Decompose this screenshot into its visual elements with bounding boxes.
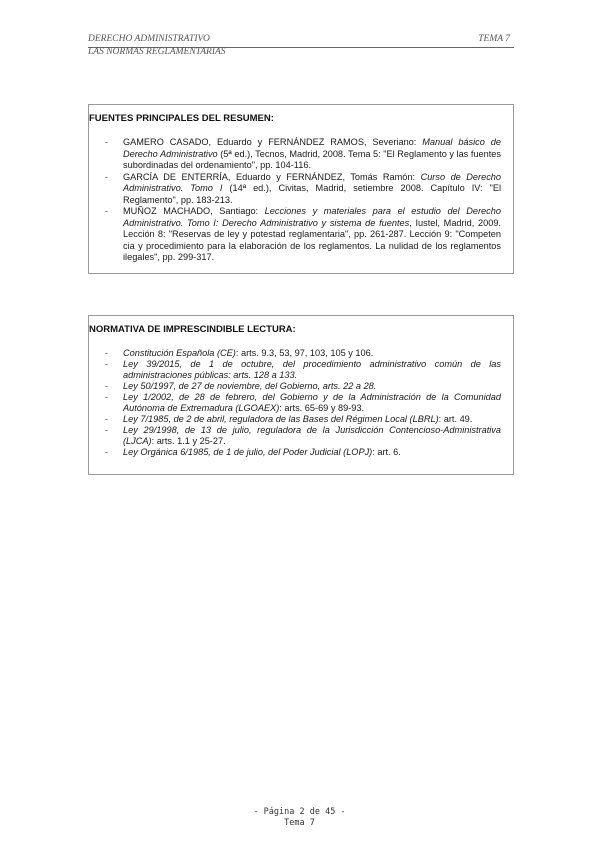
normativa-list bbox=[105, 348, 501, 458]
header-topic: TEMA 7 bbox=[478, 34, 510, 44]
footer-topic: Tema 7 bbox=[284, 818, 315, 828]
normativa-box bbox=[88, 315, 514, 475]
list-item: - GARCÍA DE ENTERRÍA, Eduardo y FERNÁNDEZ, Tomás Ramón: Curso de Derecho Administrativo. Tomo I (14ª ed.), Civitas, Madrid, setiembre 2008. Capítulo IV: "El Reglamento", pp. 183-213. bbox=[105, 171, 502, 205]
sources-list bbox=[105, 137, 501, 264]
sources-title: FUENTES PRINCIPALES DEL RESUMEN: bbox=[89, 113, 274, 124]
list-dash: - bbox=[105, 137, 109, 147]
list-item: - MUÑOZ MACHADO, Santiago: Lecciones y materiales para el estudio del Derecho Administrativo. Tomo I: Derecho Administrativo y sistema de fuentes, Iustel, Madrid, 2009. Lección 8: "Reservas de ley y potestad reglamentaria", pp. 261-287. Lección 9: "Competen cia y procedimiento para la elaboración de los reglamentos. La nulidad de los reglamentos ilegales", pp. 299-317. bbox=[105, 206, 501, 262]
list-item: - GAMERO CASADO, Eduardo y FERNÁNDEZ RAMOS, Severiano: Manual básico de Derecho Administrativo (5ª ed.), Tecnos, Madrid, 2008. Tema 5: "El Reglamento y las fuentes subordinadas del ordenamiento", pp. 104-116. bbox=[105, 137, 502, 170]
list-item: - Ley 1/2002, de 28 de febrero, del Gobierno y de la Administración de la Comunidad Autónoma de Extremadura (LGOAEX): arts. 65-69 y 89-93. bbox=[105, 392, 501, 413]
normativa-title: NORMATIVA DE IMPRESCINDIBLE LECTURA: bbox=[89, 324, 296, 335]
list-dash: - bbox=[105, 206, 109, 216]
list-item: - Ley 29/1998, de 13 de julio, reguladora de la Jurisdicción Contencioso-Administrativa (LJCA): arts. 1.1 y 25-27. bbox=[105, 425, 501, 446]
list-item: - Ley Orgánica 6/1985, de 1 de julio, del Poder Judicial (LOPJ): art. 6. bbox=[105, 447, 401, 457]
header-subtitle: LAS NORMAS REGLAMENTARIAS bbox=[88, 47, 226, 57]
list-item: - Ley 7/1985, de 2 de abril, reguladora de las Bases del Régimen Local (LBRL): art. 49. bbox=[105, 414, 473, 424]
page-header bbox=[88, 34, 514, 48]
list-item: - Ley 39/2015, de 1 de octubre, del procedimiento administrativo común de las administraciones públicas: arts. 128 a 133. bbox=[105, 359, 501, 380]
list-dash: - bbox=[105, 171, 109, 182]
page-number: - Página 2 de 45 - bbox=[253, 807, 346, 817]
sources-box bbox=[88, 104, 514, 274]
list-item: - Constitución Española (CE): arts. 9.3, 53, 97, 103, 105 y 106. bbox=[105, 348, 374, 358]
header-subject: DERECHO ADMINISTRATIVO bbox=[88, 34, 210, 44]
list-item: - Ley 50/1997, de 27 de noviembre, del Gobierno, arts. 22 a 28. bbox=[105, 381, 377, 391]
